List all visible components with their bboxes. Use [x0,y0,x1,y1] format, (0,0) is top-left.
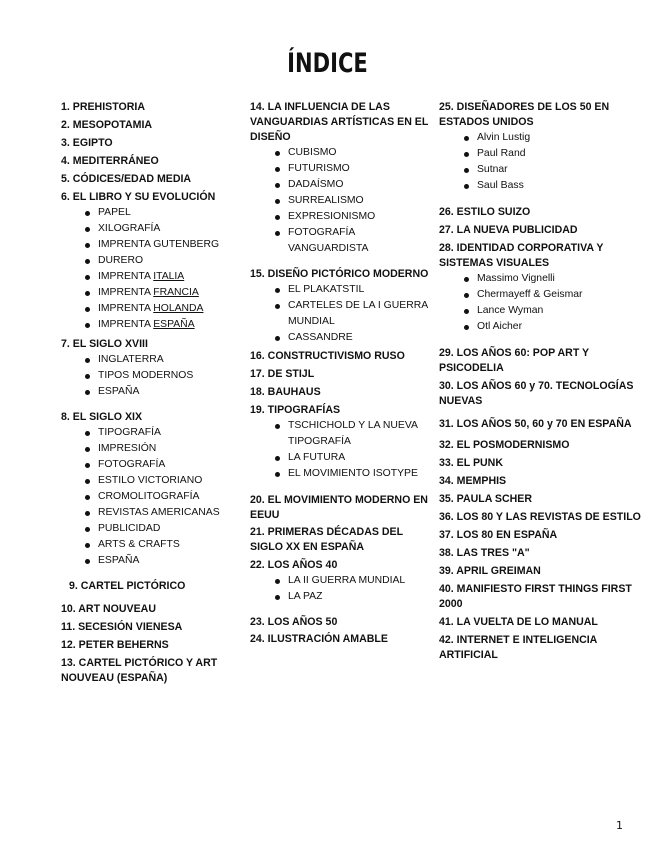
index-entry-title: 35. PAULA SCHER [439,493,533,505]
sub-list-item [250,466,430,482]
sub-list-item [250,282,430,298]
index-entry [250,558,430,605]
index-entry [439,492,644,507]
index-entry [250,385,430,400]
sub-item-text: Otl Aicher [477,321,523,332]
index-entry [61,154,236,169]
index-entry [61,100,236,115]
sub-item-text: Alvin Lustig [477,132,531,143]
sub-item-text: IMPRENTA GUTENBERG [98,239,220,250]
sub-list-item [439,130,644,146]
sub-item-text: CUBISMO [288,147,337,158]
sub-item-text: XILOGRAFÍA [98,223,161,234]
index-entry [439,346,644,376]
index-entry [250,615,430,630]
index-entry [250,525,430,555]
sub-list-item [61,269,236,285]
index-entry [61,118,236,133]
sub-list-item [61,317,236,333]
index-entry-title: 16. CONSTRUCTIVISMO RUSO [250,350,405,362]
sub-item-text: ESPAÑA [98,386,140,397]
index-entry-title: 11. SECESIÓN VIENESA [61,621,183,633]
index-column-1 [61,100,236,689]
sub-item-text: DURERO [98,255,144,266]
sub-list-item [61,301,236,317]
sub-list [439,130,644,194]
sub-list [250,282,430,346]
sub-list-item [61,352,236,368]
sub-item-text: ARTS & CRAFTS [98,539,180,550]
index-entry-title: 5. CÓDICES/EDAD MEDIA [61,173,192,185]
index-entry [439,223,644,238]
sub-item-text: TIPOGRAFÍA [98,427,161,438]
index-entry-title: 4. MEDITERRÁNEO [61,155,159,167]
sub-list-item [61,505,236,521]
sub-list-item [439,271,644,287]
sub-list-item [439,303,644,319]
sub-item-text: CARTELES DE LA I GUERRA MUNDIAL [288,300,428,327]
sub-list [61,205,236,333]
sub-item-text: INGLATERRA [98,354,164,365]
index-entry-title: 12. PETER BEHERNS [61,639,169,651]
index-entry [61,620,236,635]
sub-list-item [61,221,236,237]
sub-item-link[interactable]: HOLANDA [153,303,204,314]
sub-item-text: PAPEL [98,207,131,218]
sub-list [250,573,430,605]
sub-item-link[interactable]: FRANCIA [153,287,199,298]
sub-list-item [61,368,236,384]
index-entry-title: 41. LA VUELTA DE LO MANUAL [439,616,598,628]
sub-list-item [250,145,430,161]
sub-list-item [61,237,236,253]
index-entry [61,337,236,400]
sub-list-item [61,553,236,569]
sub-item-text: FUTURISMO [288,163,350,174]
sub-item-text: LA PAZ [288,591,323,602]
index-entry-title: 29. LOS AÑOS 60: POP ART Y PSICODELIA [439,347,589,374]
sub-item-text: PUBLICIDAD [98,523,161,534]
index-entry-title: 18. BAUHAUS [250,386,321,398]
sub-list-item [250,193,430,209]
index-entry [439,615,644,630]
index-entry-title: 23. LOS AÑOS 50 [250,616,338,628]
sub-list-item [61,285,236,301]
sub-list-item [61,489,236,505]
index-entry [439,546,644,561]
index-entry-title: 24. ILUSTRACIÓN AMABLE [250,633,388,645]
sub-item-text: Paul Rand [477,148,526,159]
index-entry-title: 36. LOS 80 Y LAS REVISTAS DE ESTILO [439,511,641,523]
sub-list-item [439,146,644,162]
index-entry-title: 26. ESTILO SUIZO [439,206,531,218]
index-entry [439,414,644,435]
index-entry [250,403,430,482]
index-entry-title: 13. CARTEL PICTÓRICO Y ART NOUVEAU (ESPAÑA) [61,657,218,684]
sub-item-text: CASSANDRE [288,332,353,343]
index-entry [61,410,236,569]
index-entry-title: 30. LOS AÑOS 60 y 70. TECNOLOGÍAS NUEVAS [439,380,634,407]
index-entry [439,528,644,543]
index-entry [250,100,430,257]
index-entry-title: 6. EL LIBRO Y SU EVOLUCIÓN [61,191,216,203]
index-entry [61,190,236,333]
sub-item-text: Chermayeff & Geismar [477,289,583,300]
sub-list-item [61,205,236,221]
sub-list-item [250,589,430,605]
index-entry [439,510,644,525]
index-entry-title: 27. LA NUEVA PUBLICIDAD [439,224,578,236]
index-entry [61,579,236,594]
index-entry [439,379,644,409]
sub-item-text: Massimo Vignelli [477,273,555,284]
index-entry-title: 21. PRIMERAS DÉCADAS DEL SIGLO XX EN ESPAÑA [250,526,403,553]
sub-item-text: REVISTAS AMERICANAS [98,507,220,518]
index-entry-title: 37. LOS 80 EN ESPAÑA [439,529,558,541]
index-entry [61,638,236,653]
sub-item-text: EXPRESIONISMO [288,211,376,222]
sub-list-item [250,209,430,225]
index-entry [439,456,644,471]
index-entry-title: 15. DISEÑO PICTÓRICO MODERNO [250,268,429,280]
sub-item-text: Sutnar [477,164,508,175]
sub-item-link[interactable]: ESPAÑA [153,319,195,330]
sub-item-text: SURREALISMO [288,195,364,206]
index-entry-title: 9. CARTEL PICTÓRICO [69,580,186,592]
index-entry [439,474,644,489]
index-entry-title: 31. LOS AÑOS 50, 60 y 70 EN ESPAÑA [439,418,632,430]
sub-list-item [250,225,430,257]
sub-list-item [250,573,430,589]
index-entry [61,656,236,686]
sub-list-item [439,162,644,178]
sub-item-text: TIPOS MODERNOS [98,370,194,381]
sub-list-item [250,177,430,193]
index-entry-title: 7. EL SIGLO XVIII [61,338,148,350]
sub-item-text: CROMOLITOGRAFÍA [98,491,200,502]
sub-item-text: LA II GUERRA MUNDIAL [288,575,406,586]
index-entry [61,136,236,151]
index-entry [439,582,644,612]
sub-list-item [61,473,236,489]
sub-list-item [439,319,644,335]
sub-item-text: Lance Wyman [477,305,544,316]
index-entry-title: 17. DE STIJL [250,368,315,380]
sub-list [250,145,430,257]
sub-list-item [250,450,430,466]
sub-list-item [61,384,236,400]
sub-item-text: IMPRESIÓN [98,443,157,454]
index-entry-title: 10. ART NOUVEAU [61,603,156,615]
index-entry [439,205,644,220]
index-entry-title: 42. INTERNET E INTELIGENCIA ARTIFICIAL [439,634,597,661]
sub-item-text: IMPRENTA [98,271,154,282]
index-entry-title: 1. PREHISTORIA [61,101,145,113]
sub-list-item [61,537,236,553]
index-entry [250,349,430,364]
sub-item-text: ESPAÑA [98,555,140,566]
index-entry-title: 2. MESOPOTAMIA [61,119,153,131]
index-entry-title: 25. DISEÑADORES DE LOS 50 EN ESTADOS UNIDOS [439,101,610,128]
index-entry-title: 19. TIPOGRAFÍAS [250,404,341,416]
sub-list-item [250,418,430,450]
index-entry [439,564,644,579]
index-entry [61,172,236,187]
sub-list [439,271,644,335]
index-column-3 [439,100,644,666]
sub-list-item [61,441,236,457]
sub-list [61,352,236,400]
sub-list-item [61,253,236,269]
index-entry-title: 34. MEMPHIS [439,475,507,487]
sub-item-text: FOTOGRAFÍA [98,459,166,470]
index-entry-title: 32. EL POSMODERNISMO [439,439,570,451]
sub-list [61,425,236,569]
index-entry [250,367,430,382]
index-entry [250,493,430,523]
index-entry-title: 14. LA INFLUENCIA DE LAS VANGUARDIAS ARTÍSTICAS EN EL DISEÑO [250,101,429,143]
index-column-2 [250,100,430,650]
index-entry-title: 3. EGIPTO [61,137,113,149]
sub-list-item [61,425,236,441]
index-entry-title: 39. APRIL GREIMAN [439,565,541,577]
sub-list-item [250,161,430,177]
sub-item-text: FOTOGRAFÍA VANGUARDISTA [288,227,369,254]
page-title: ÍNDICE [287,48,368,79]
sub-item-text: IMPRENTA [98,287,154,298]
sub-item-text: EL PLAKATSTIL [288,284,365,295]
index-entry [439,438,644,453]
sub-item-text: LA FUTURA [288,452,346,463]
index-entry [61,602,236,617]
index-entry-title: 28. IDENTIDAD CORPORATIVA Y SISTEMAS VISUALES [439,242,604,269]
sub-list-item [439,287,644,303]
sub-item-text: EL MOVIMIENTO ISOTYPE [288,468,418,479]
index-entry [439,241,644,335]
sub-item-text: ESTILO VICTORIANO [98,475,203,486]
index-entry [250,267,430,346]
sub-item-text: IMPRENTA [98,319,154,330]
index-entry-title: 40. MANIFIESTO FIRST THINGS FIRST 2000 [439,583,632,610]
index-entry-title: 38. LAS TRES "A" [439,547,530,559]
index-entry-title: 20. EL MOVIMIENTO MODERNO EN EEUU [250,494,428,521]
index-entry [250,632,430,647]
sub-list [250,418,430,482]
sub-item-text: TSCHICHOLD Y LA NUEVA TIPOGRAFÍA [288,420,418,447]
sub-list-item [61,521,236,537]
sub-item-text: DADAÍSMO [288,179,344,190]
index-entry [439,100,644,194]
page-number: 1 [616,819,623,832]
sub-list-item [250,330,430,346]
sub-list-item [439,178,644,194]
sub-item-link[interactable]: ITALIA [153,271,185,282]
sub-list-item [61,457,236,473]
sub-list-item [250,298,430,330]
index-entry-title: 22. LOS AÑOS 40 [250,559,338,571]
sub-item-text: IMPRENTA [98,303,154,314]
sub-item-text: Saul Bass [477,180,524,191]
index-entry [439,633,644,663]
index-entry-title: 8. EL SIGLO XIX [61,411,143,423]
index-entry-title: 33. EL PUNK [439,457,503,469]
